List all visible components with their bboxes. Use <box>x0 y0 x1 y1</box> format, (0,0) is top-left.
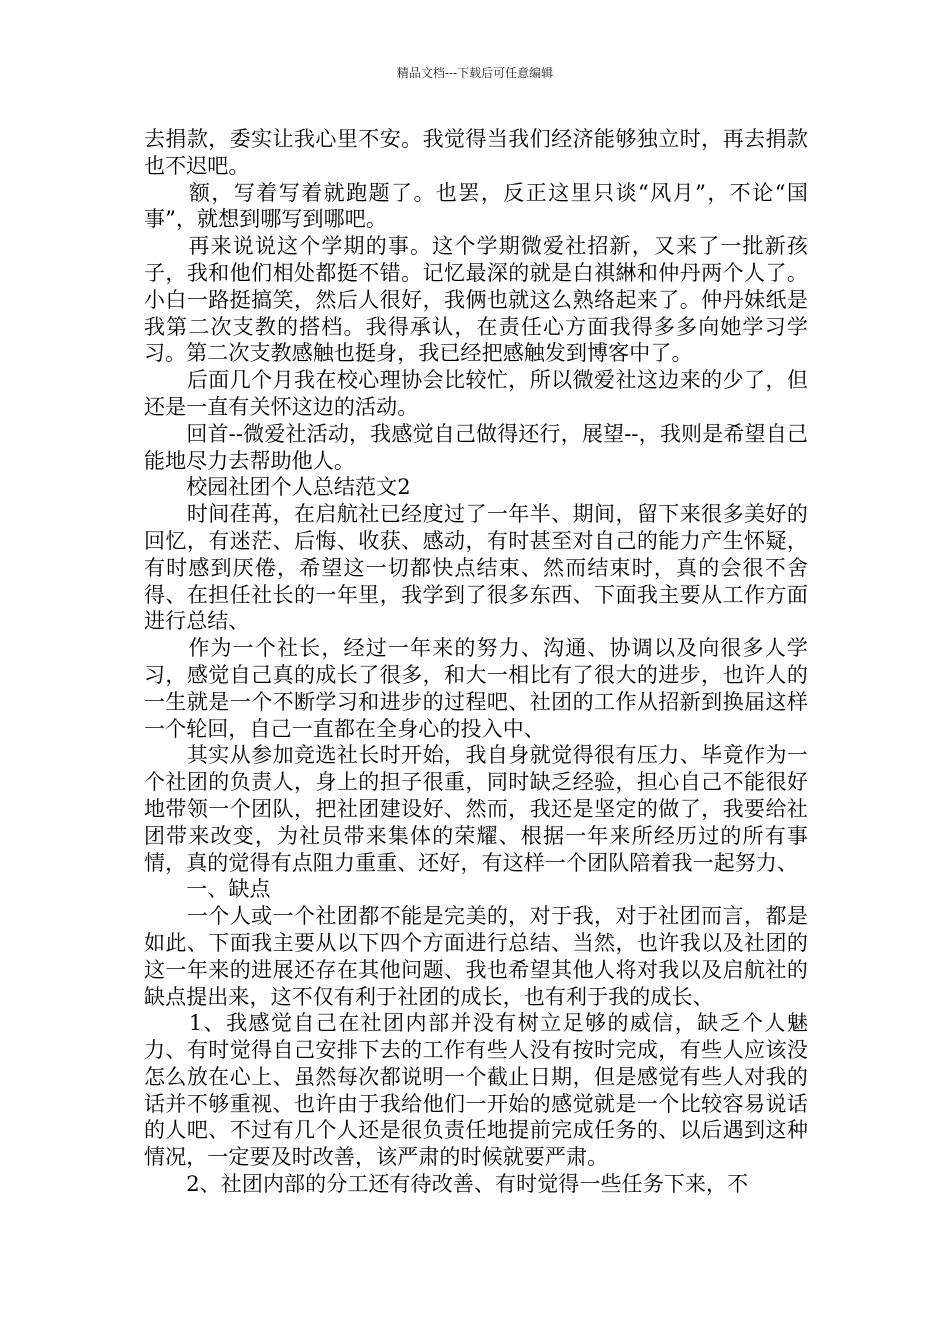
paragraph-10: 1、我感觉自己在社团内部并没有树立足够的威信，缺乏个人魅力、有时觉得自己安排下去的工作有些人没有按时完成，有些人应该没怎么放在心上、虽然每次都说明一个截止日期，但是感觉有些人对我的话并不够重视、也许由于我给他们一开始的感觉就是一个比较容易说话的人吧、不过有几个人还是很负责任地提前完成任务的、以后遇到这种情况，一定要及时改善，该严肃的时候就要严肃。 <box>144 1011 808 1170</box>
paragraph-3: 再来说说这个学期的事。这个学期微爱社招新，又来了一批新孩子，我和他们相处都挺不错。记忆最深的就是白祺綝和仲丹两个人了。小白一路挺搞笑，然后人很好，我俩也就这么熟络起来了。仲丹妹纸是我第二次支教的搭档。我得承认，在责任心方面我得多多向她学习学习。第二次支教感触也挺身，我已经把感触发到博客中了。 <box>144 234 808 366</box>
heading-shortcomings: 一、缺点 <box>144 877 271 902</box>
paragraph-7: 作为一个社长，经过一年来的努力、沟通、协调以及向很多人学习，感觉自己真的成长了很多，和大一相比有了很大的进步，也许人的一生就是一个不断学习和进步的过程吧、社团的工作从招新到换届这样一个轮回，自己一直都在全身心的投入中、 <box>144 636 808 741</box>
paragraph-6: 时间荏苒，在启航社已经度过了一年半、期间，留下来很多美好的回忆，有迷茫、后悔、收获、感动，有时甚至对自己的能力产生怀疑，有时感到厌倦，希望这一切都快点结束、然而结束时，真的会很不舍得、在担任社长的一年里，我学到了很多东西、下面我主要从工作方面进行总结、 <box>144 502 808 634</box>
page-header: 精品文档---下载后可任意编辑 <box>396 66 554 80</box>
paragraph-5: 回首--微爱社活动，我感觉自己做得还行，展望--，我则是希望自己能地尽力去帮助他人。 <box>144 421 808 473</box>
paragraph-2: 额，写着写着就跑题了。也罢，反正这里只谈“风月”，不论“国事”，就想到哪写到哪吧。 <box>144 180 808 232</box>
paragraph-8: 其实从参加竞选社长时开始，我自身就觉得很有压力、毕竟作为一个社团的负责人，身上的担子很重，同时缺乏经验，担心自己不能很好地带领一个团队，把社团建设好、然而，我还是坚定的做了，我要给社团带来改变，为社员带来集体的荣耀、根据一年来所经历过的所有事情，真的觉得有点阻力重重、还好，有这样一个团队陪着我一起努力、 <box>144 743 808 875</box>
paragraph-9: 一个人或一个社团都不能是完美的，对于我，对于社团而言，都是如此、下面我主要从以下四个方面进行总结、当然，也许我以及社团的这一年来的进展还存在其他问题、我也希望其他人将对我以及启航社的缺点提出来，这不仅有利于社团的成长，也有利于我的成长、 <box>144 904 808 1009</box>
section-title: 校园社团个人总结范文2 <box>144 475 411 500</box>
document-body <box>144 126 808 1198</box>
paragraph-1: 去捐款，委实让我心里不安。我觉得当我们经济能够独立时，再去捐款也不迟吧。 <box>144 127 808 178</box>
paragraph-4: 后面几个月我在校心理协会比较忙，所以微爱社这边来的少了，但还是一直有关怀这边的活动。 <box>144 368 808 419</box>
paragraph-11: 2、社团内部的分工还有待改善、有时觉得一些任务下来，不 <box>144 1172 749 1197</box>
